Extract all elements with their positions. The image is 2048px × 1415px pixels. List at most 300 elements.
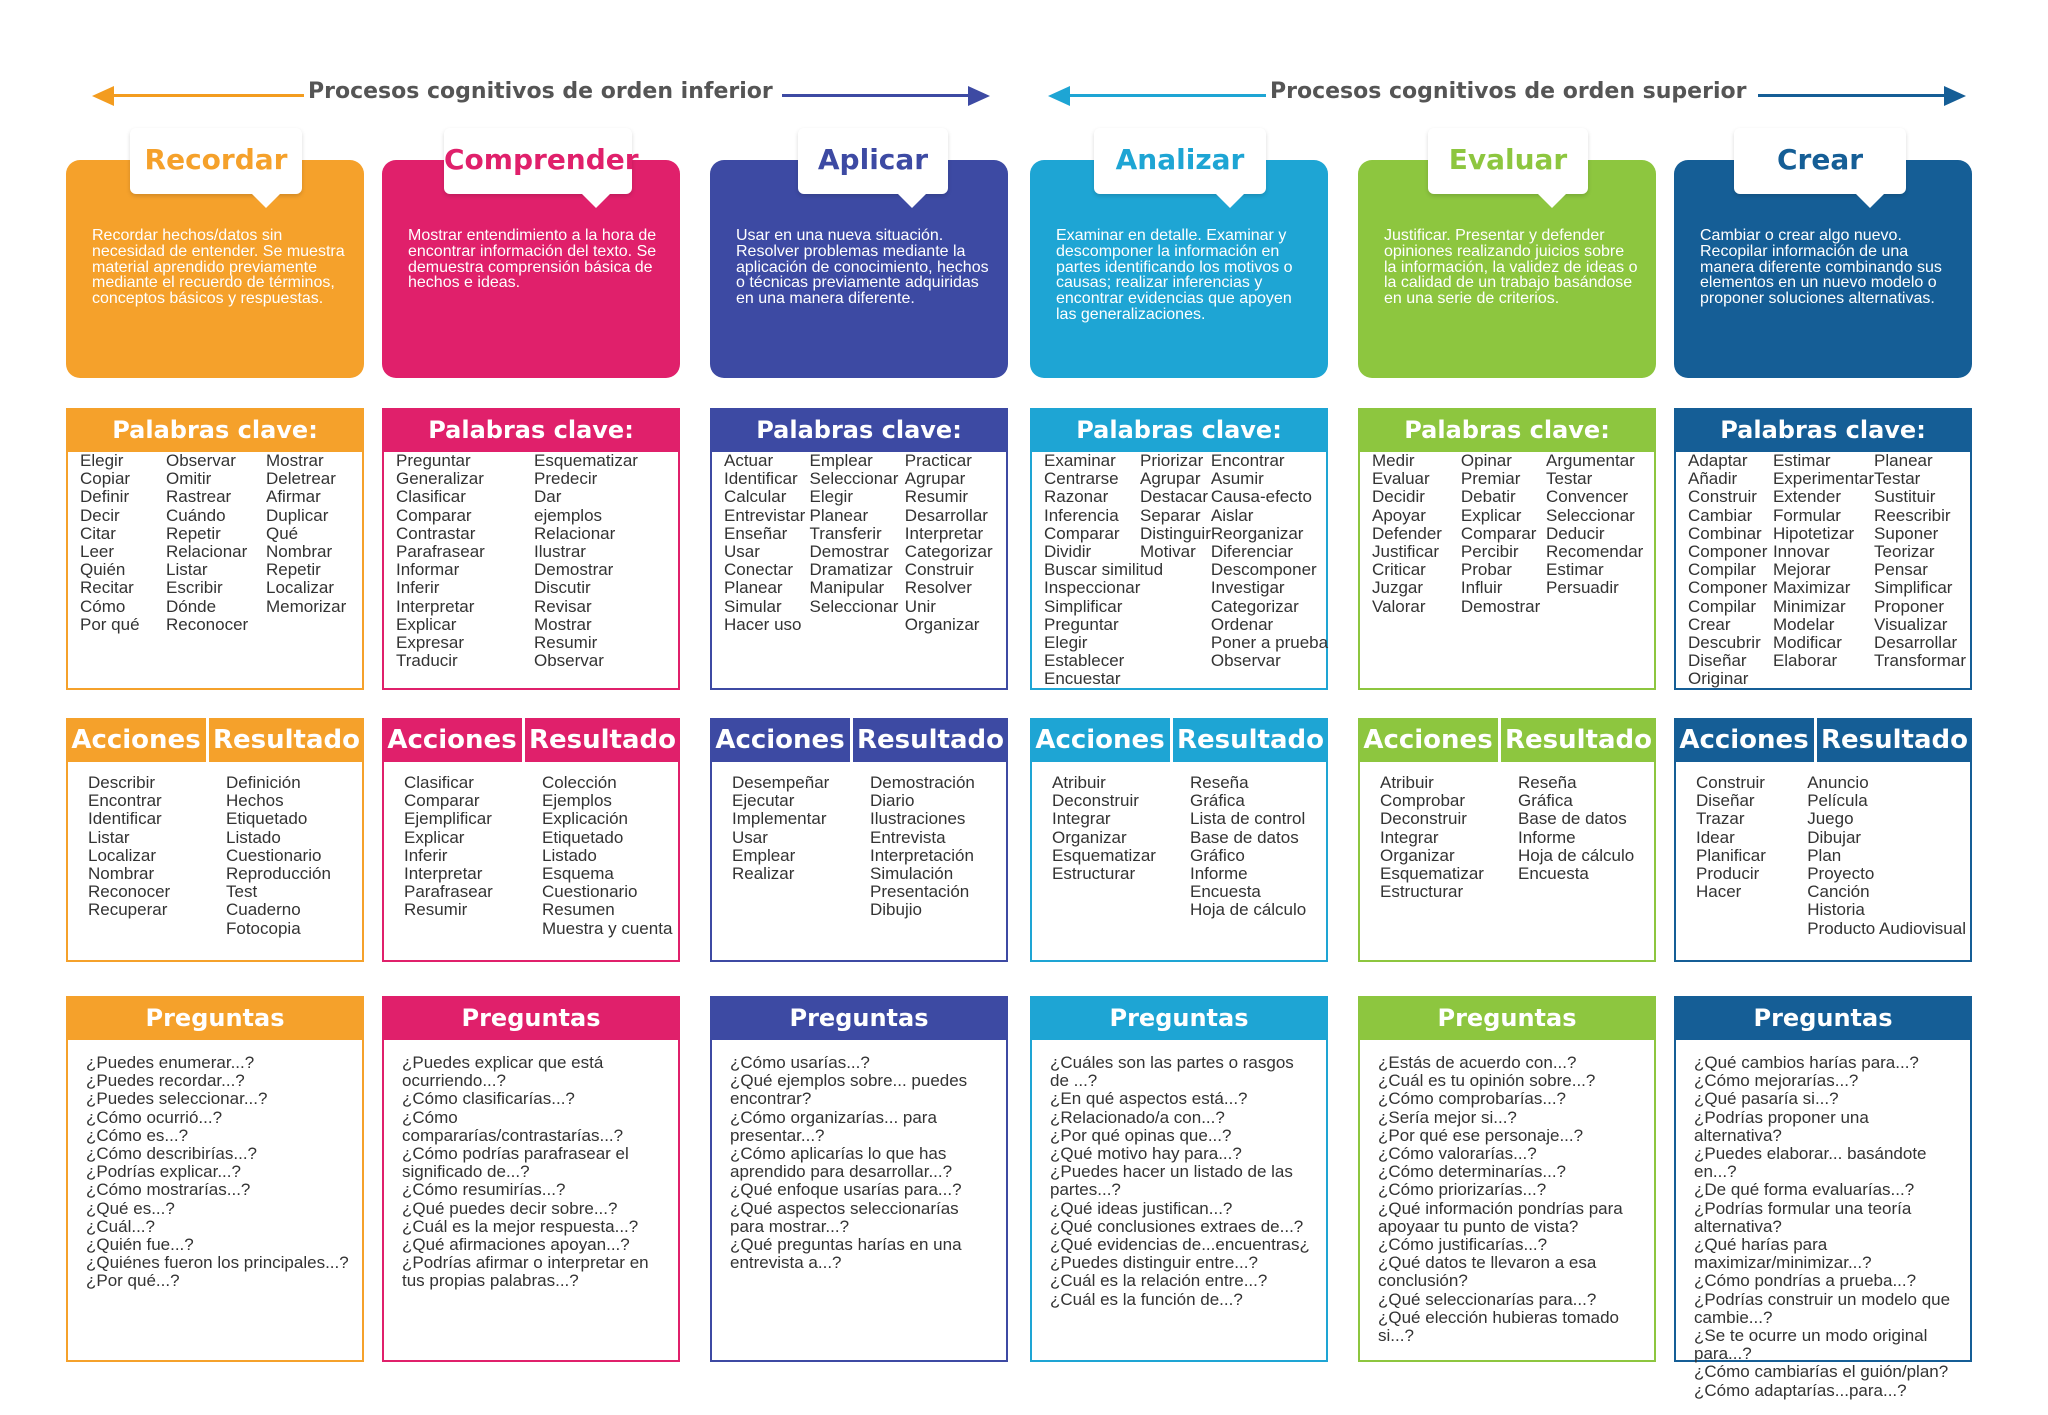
actions-results-heading <box>1358 718 1656 762</box>
questions-list <box>86 1054 352 1291</box>
question-item: ¿Relacionado/a con...? <box>1050 1107 1225 1127</box>
result-item: Esquema <box>542 864 614 884</box>
actions-heading: Acciones <box>66 718 209 762</box>
question-item: ¿Cuál es tu opinión sobre...? <box>1378 1071 1596 1091</box>
keyword: Juzgar <box>1372 578 1424 598</box>
header-lower-text: Procesos cognitivos de orden inferior <box>308 79 773 104</box>
actions-results-heading <box>1030 718 1328 762</box>
keywords-column <box>1773 452 1874 689</box>
keyword: Deletrear <box>266 469 336 489</box>
keyword: Calcular <box>724 487 787 507</box>
keyword: Cambiar <box>1688 505 1753 525</box>
actions-heading: Acciones <box>1674 718 1817 762</box>
keyword: Qué <box>266 523 299 543</box>
question-item: ¿Cómo organizarías... para presentar...? <box>730 1107 937 1145</box>
keywords-column <box>905 452 1002 634</box>
keyword: Motivar <box>1140 542 1196 562</box>
results-list <box>226 774 331 938</box>
actions-results-list <box>1380 774 1650 901</box>
result-item: Test <box>226 882 258 902</box>
question-item: ¿Cómo usarías...? <box>730 1053 870 1072</box>
result-item: Historia <box>1807 900 1865 920</box>
result-item: Entrevista <box>870 827 946 847</box>
result-item: Muestra y cuenta <box>542 918 673 938</box>
keywords-panel <box>1358 408 1656 690</box>
question-item: ¿Quién fue...? <box>86 1235 194 1255</box>
action-item: Deconstruir <box>1052 791 1139 811</box>
result-item: Cuestionario <box>226 845 322 865</box>
results-heading: Resultado <box>529 725 676 755</box>
keyword: Deducir <box>1546 523 1605 543</box>
keyword: Localizar <box>266 578 335 598</box>
action-item: Comprobar <box>1380 791 1466 811</box>
keyword: Influir <box>1460 578 1503 598</box>
keyword: Leer <box>80 542 115 562</box>
keyword: Diseñar <box>1688 651 1747 671</box>
keyword: Omitir <box>166 469 212 489</box>
actions-list <box>88 774 226 938</box>
keyword: Elegir <box>80 451 124 470</box>
keyword: Buscar similitud <box>1044 560 1164 580</box>
keyword: Categorizar <box>904 542 993 562</box>
keywords-heading: Palabras clave: <box>66 408 364 452</box>
keywords-column <box>534 452 654 670</box>
action-item: Atribuir <box>1380 773 1434 792</box>
result-item: Listado <box>226 827 281 847</box>
level-title: Comprender <box>444 128 632 194</box>
action-item: Estructurar <box>1052 864 1136 884</box>
question-item: ¿Puedes enumerar...? <box>86 1053 255 1072</box>
keyword: Combinar <box>1688 523 1762 543</box>
actions-heading: Acciones <box>1358 718 1501 762</box>
keyword: Construir <box>1688 487 1757 507</box>
action-item: Interpretar <box>404 864 483 884</box>
keyword: Organizar <box>904 614 980 634</box>
action-item: Esquematizar <box>1380 864 1484 884</box>
keyword: Suponer <box>1874 523 1939 543</box>
result-item: Dibujar <box>1807 827 1862 847</box>
question-item: ¿Por qué...? <box>86 1271 180 1291</box>
keyword: Encontrar <box>1210 451 1285 470</box>
keyword: Quién <box>80 560 126 580</box>
keyword: Recitar <box>80 578 134 598</box>
result-item: Etiquetado <box>542 827 624 847</box>
question-item: ¿Cuál...? <box>86 1216 155 1236</box>
questions-list <box>1050 1054 1316 1309</box>
keyword: Razonar <box>1044 487 1109 507</box>
header-higher-text: Procesos cognitivos de orden superior <box>1270 79 1747 104</box>
keyword: Sustituir <box>1874 487 1936 507</box>
actions-results-heading <box>1674 718 1972 762</box>
result-item: Listado <box>542 845 597 865</box>
level-description: Usar en una nueva situación. Resolver problemas mediante la aplicación de conocimiento, hechos o técnicas previamente adquiridas en una manera diferente. <box>736 227 989 308</box>
question-item: ¿Qué pasaría si...? <box>1694 1089 1839 1109</box>
questions-heading: Preguntas <box>1030 996 1328 1040</box>
results-list <box>542 774 672 938</box>
questions-list <box>402 1054 668 1291</box>
question-item: ¿Quiénes fueron los principales...? <box>86 1253 349 1273</box>
questions-panel <box>1030 996 1328 1362</box>
question-item: ¿Cuáles son las partes o rasgos de ...? <box>1050 1053 1294 1091</box>
keyword: Distinguir <box>1140 523 1211 543</box>
keywords-heading: Palabras clave: <box>1030 408 1328 452</box>
keyword: Poner a prueba <box>1210 633 1329 653</box>
action-item: Estructurar <box>1380 882 1464 902</box>
actions-results-list <box>732 774 1002 920</box>
results-heading: Resultado <box>1505 725 1652 755</box>
keywords-heading: Palabras clave: <box>1674 408 1972 452</box>
questions-panel <box>1358 996 1656 1362</box>
keyword: Añadir <box>1688 469 1738 489</box>
actions-list <box>1380 774 1518 901</box>
level-description: Examinar en detalle. Examinar y descomponer la información en partes identificando los motivos o causas; realizar inferencias y encontrar evidencias que apoyen las generalizaciones. <box>1056 227 1293 323</box>
keyword: Explicar <box>396 614 457 634</box>
keyword: Elegir <box>809 487 853 507</box>
keyword: Preguntar <box>1044 614 1119 634</box>
result-item: Encuesta <box>1518 864 1589 884</box>
keyword: Ilustrar <box>534 542 586 562</box>
keyword: Valorar <box>1372 596 1426 616</box>
keyword: Planear <box>1874 451 1933 470</box>
action-item: Ejecutar <box>732 791 795 811</box>
keyword: Proponer <box>1874 596 1944 616</box>
keyword: Causa-efecto <box>1210 487 1312 507</box>
question-item: ¿Cómo pondrías a prueba...? <box>1694 1271 1917 1291</box>
keyword: Ordenar <box>1210 614 1274 634</box>
results-heading: Resultado <box>1177 725 1324 755</box>
questions-heading: Preguntas <box>1358 996 1656 1040</box>
action-item: Identificar <box>88 809 162 829</box>
question-item: ¿Qué puedes decir sobre...? <box>402 1198 618 1218</box>
result-item: Ejemplos <box>542 791 612 811</box>
question-item: ¿Qué elección hubieras tomado si...? <box>1378 1307 1619 1346</box>
keywords-column <box>80 452 166 634</box>
keyword: Separar <box>1140 505 1201 525</box>
level-title: Analizar <box>1094 128 1266 194</box>
result-item: Base de datos <box>1518 809 1627 829</box>
keywords-list <box>80 452 358 634</box>
keyword: Asumir <box>1210 469 1264 489</box>
result-item: Informe <box>1190 864 1248 884</box>
keyword: Planear <box>724 578 783 598</box>
actions-results-list <box>1052 774 1322 920</box>
keyword: Argumentar <box>1546 451 1635 470</box>
keyword: Identificar <box>724 469 798 489</box>
question-item: ¿Cómo es...? <box>86 1125 189 1145</box>
keyword: Inferencia <box>1044 505 1119 525</box>
actions-results-list <box>404 774 674 938</box>
question-item: ¿Estás de acuerdo con...? <box>1378 1053 1577 1072</box>
keyword: Opinar <box>1460 451 1512 470</box>
result-item: Juego <box>1807 809 1854 829</box>
keyword: Cuándo <box>166 505 226 525</box>
keyword: Comparar <box>396 505 472 525</box>
questions-heading: Preguntas <box>1674 996 1972 1040</box>
action-item: Implementar <box>732 809 827 829</box>
question-item: ¿Qué conclusiones extraes de...? <box>1050 1216 1304 1236</box>
level-description: Recordar hechos/datos sin necesidad de entender. Se muestra material aprendido previamente mediante el recuerdo de términos, conceptos básicos y respuestas. <box>92 227 345 308</box>
result-item: Diario <box>870 791 915 811</box>
keywords-list <box>1372 452 1650 616</box>
action-item: Trazar <box>1696 809 1745 829</box>
result-item: Demostración <box>870 773 975 792</box>
question-item: ¿Podrías afirmar o interpretar en tus propias palabras...? <box>402 1253 649 1291</box>
questions-heading: Preguntas <box>382 996 680 1040</box>
keyword: Discutir <box>534 578 591 598</box>
question-item: ¿Qué motivo hay para...? <box>1050 1144 1242 1164</box>
keyword: Compilar <box>1688 596 1757 616</box>
keyword: Citar <box>80 523 116 543</box>
keyword: Apoyar <box>1372 505 1426 525</box>
action-item: Localizar <box>88 845 157 865</box>
question-item: ¿Cómo aplicarías lo que has aprendido para desarrollar...? <box>730 1144 953 1182</box>
question-item: ¿Cómo resumirías...? <box>402 1180 566 1200</box>
actions-list <box>732 774 870 920</box>
result-item: Colección <box>542 773 617 792</box>
action-item: Diseñar <box>1696 791 1755 811</box>
keyword: Cómo <box>80 596 126 616</box>
keywords-panel <box>66 408 364 690</box>
action-item: Deconstruir <box>1380 809 1467 829</box>
result-item: Canción <box>1807 882 1870 902</box>
result-item: Ilustraciones <box>870 809 966 829</box>
keyword: Seleccionar <box>809 469 899 489</box>
keyword: Manipular <box>809 578 885 598</box>
action-item: Producir <box>1696 864 1760 884</box>
action-item: Nombrar <box>88 864 155 884</box>
keywords-panel <box>710 408 1008 690</box>
keywords-panel <box>382 408 680 690</box>
question-item: ¿Puedes hacer un listado de las partes...? <box>1050 1162 1293 1200</box>
keyword: Recomendar <box>1546 542 1644 562</box>
result-item: Base de datos <box>1190 827 1299 847</box>
result-item: Cuaderno <box>226 900 301 920</box>
keyword: Estimar <box>1772 451 1831 470</box>
question-item: ¿Cómo ocurrió...? <box>86 1107 223 1127</box>
keyword: Pensar <box>1874 560 1928 580</box>
keyword: Rastrear <box>166 487 232 507</box>
question-item: ¿Cuál es la relación entre...? <box>1050 1271 1268 1291</box>
keyword: Defender <box>1372 523 1442 543</box>
action-item: Construir <box>1696 773 1765 792</box>
keyword: Interpretar <box>904 523 984 543</box>
keywords-heading: Palabras clave: <box>382 408 680 452</box>
question-item: ¿Cuál es la mejor respuesta...? <box>402 1216 639 1236</box>
question-item: ¿Qué cambios harías para...? <box>1694 1053 1919 1072</box>
header-higher <box>1048 76 1966 116</box>
keyword: Evaluar <box>1372 469 1430 489</box>
keyword: Decir <box>80 505 120 525</box>
keywords-list <box>1044 451 1329 689</box>
keyword: Crear <box>1688 614 1731 634</box>
keyword: Simplificar <box>1044 596 1123 616</box>
keyword: Teorizar <box>1874 542 1935 562</box>
actions-results-list <box>1696 774 1966 938</box>
keyword: Reconocer <box>166 614 249 634</box>
action-item: Comparar <box>404 791 480 811</box>
action-item: Desempeñar <box>732 773 830 792</box>
keyword: Resumir <box>904 487 969 507</box>
keyword: Experimentar <box>1772 469 1875 489</box>
keyword: Traducir <box>396 651 458 671</box>
result-item: Hoja de cálculo <box>1190 900 1307 920</box>
question-item: ¿De qué forma evaluarías...? <box>1694 1180 1915 1200</box>
question-item: ¿Qué aspectos seleccionarías para mostrar...? <box>730 1198 959 1236</box>
action-item: Idear <box>1696 827 1735 847</box>
keyword: Categorizar <box>1210 596 1299 616</box>
question-item: ¿Qué ejemplos sobre... puedes encontrar? <box>730 1071 968 1109</box>
keywords-column <box>724 452 810 634</box>
question-item: ¿Cuál es la función de...? <box>1050 1289 1243 1309</box>
keyword: Por qué <box>80 614 140 634</box>
actions-results-panel <box>710 718 1008 962</box>
keyword: Copiar <box>80 469 131 489</box>
action-item: Integrar <box>1052 809 1111 829</box>
action-item: Explicar <box>404 827 465 847</box>
level-description: Justificar. Presentar y defender opiniones realizando juicios sobre la información, la validez de ideas o la calidad de un trabajo basándose en una serie de criterios. <box>1384 227 1638 308</box>
actions-list <box>1696 774 1807 938</box>
keyword: Visualizar <box>1874 614 1948 634</box>
results-list <box>1190 774 1306 920</box>
result-item: Etiquetado <box>226 809 308 829</box>
keyword: Transformar <box>1874 651 1966 671</box>
keyword: Mostrar <box>534 614 592 634</box>
action-item: Listar <box>88 827 130 847</box>
question-item: ¿Sería mejor si...? <box>1378 1107 1517 1127</box>
keyword: Elaborar <box>1772 651 1838 671</box>
result-item: Encuesta <box>1190 882 1261 902</box>
question-item: ¿Podrías construir un modelo que cambie...? <box>1694 1289 1951 1327</box>
results-list <box>1518 774 1634 901</box>
actions-heading: Acciones <box>1030 718 1173 762</box>
action-item: Parafrasear <box>404 882 493 902</box>
actions-results-panel <box>1030 718 1328 962</box>
keyword: Testar <box>1546 469 1593 489</box>
question-item: ¿Qué datos te llevaron a esa conclusión? <box>1378 1253 1597 1291</box>
action-item: Realizar <box>732 864 795 884</box>
keyword: Centrarse <box>1044 469 1119 489</box>
question-item: ¿Cómo justificarías...? <box>1378 1235 1548 1255</box>
keywords-column <box>1546 452 1650 616</box>
keyword: Emplear <box>809 451 873 470</box>
result-item: Gráfica <box>1518 791 1573 811</box>
actions-results-heading <box>382 718 680 762</box>
keywords-heading: Palabras clave: <box>710 408 1008 452</box>
keywords-column <box>396 452 534 670</box>
keyword: Demostrar <box>534 560 614 580</box>
result-item: Informe <box>1518 827 1576 847</box>
keyword: Usar <box>724 542 760 562</box>
keyword: Transferir <box>809 523 882 543</box>
actions-results-panel <box>1674 718 1972 962</box>
actions-results-panel <box>1358 718 1656 962</box>
keyword: Demostrar <box>809 542 889 562</box>
result-item: Resumen <box>542 900 615 920</box>
keyword: Mejorar <box>1772 560 1831 580</box>
keyword: Hacer uso <box>724 614 802 634</box>
keyword: Agrupar <box>904 469 966 489</box>
questions-list <box>1378 1054 1644 1345</box>
action-item: Resumir <box>404 900 468 920</box>
keyword: Decidir <box>1372 487 1425 507</box>
result-item: Gráfica <box>1190 791 1245 811</box>
keyword: Justificar <box>1372 542 1440 562</box>
keyword: Elegir <box>1044 633 1088 653</box>
keyword: Parafrasear <box>396 542 485 562</box>
result-item: Simulación <box>870 864 954 884</box>
keyword: Enseñar <box>724 523 788 543</box>
keyword: Unir <box>904 596 936 616</box>
keyword: Persuadir <box>1546 578 1619 598</box>
questions-heading: Preguntas <box>710 996 1008 1040</box>
question-item: ¿Qué seleccionarías para...? <box>1378 1289 1597 1309</box>
keyword: Probar <box>1460 560 1512 580</box>
question-item: ¿Puedes explicar que está ocurriendo...? <box>402 1053 604 1091</box>
keyword: Observar <box>1210 651 1281 671</box>
header-lower-line-right <box>782 94 970 97</box>
keyword: Componer <box>1688 578 1768 598</box>
result-item: Plan <box>1807 845 1842 865</box>
question-item: ¿Cómo mejorarías...? <box>1694 1071 1859 1091</box>
keywords-panel <box>1674 408 1972 690</box>
keyword: Predecir <box>534 469 598 489</box>
question-item: ¿Cómo determinarías...? <box>1378 1162 1567 1182</box>
keyword: Dividir <box>1044 542 1092 562</box>
keyword: Dar <box>534 487 562 507</box>
keyword: Comparar <box>1460 523 1537 543</box>
keywords-column <box>166 452 266 634</box>
results-list <box>1807 774 1966 938</box>
result-item: Interpretación <box>870 845 974 865</box>
question-item: ¿En qué aspectos está...? <box>1050 1089 1248 1109</box>
keyword: Encuestar <box>1044 669 1121 689</box>
questions-panel <box>66 996 364 1362</box>
action-item: Planificar <box>1696 845 1766 865</box>
action-item: Clasificar <box>404 773 474 792</box>
keyword: Testar <box>1874 469 1921 489</box>
header-lower <box>92 76 992 116</box>
question-item: ¿Por qué ese personaje...? <box>1378 1125 1584 1145</box>
results-heading: Resultado <box>213 725 360 755</box>
actions-heading: Acciones <box>710 718 853 762</box>
question-item: ¿Cómo adaptarías...para...? <box>1694 1380 1907 1400</box>
result-item: Reproducción <box>226 864 331 884</box>
action-item: Esquematizar <box>1052 845 1156 865</box>
keywords-list <box>724 452 1002 634</box>
question-item: ¿Cómo clasificarías...? <box>402 1089 575 1109</box>
keyword: Reorganizar <box>1210 523 1304 543</box>
question-item: ¿Cómo mostrarías...? <box>86 1180 251 1200</box>
keywords-column <box>810 452 905 634</box>
keyword: Revisar <box>534 596 592 616</box>
results-heading: Resultado <box>857 725 1004 755</box>
keyword: Minimizar <box>1772 596 1846 616</box>
keyword: Hipotetizar <box>1772 523 1855 543</box>
action-item: Hacer <box>1696 882 1742 902</box>
keywords-heading: Palabras clave: <box>1358 408 1656 452</box>
keywords-list <box>396 452 674 670</box>
question-item: ¿Cómo podrías parafrasear el significado de...? <box>402 1144 629 1182</box>
keyword: Actuar <box>724 451 774 470</box>
keyword: Practicar <box>904 451 972 470</box>
keyword: Memorizar <box>266 596 347 616</box>
questions-list <box>1694 1054 1960 1400</box>
question-item: ¿Qué preguntas harías en una entrevista a...? <box>730 1235 962 1273</box>
level-title: Crear <box>1734 128 1906 194</box>
keyword: Simplificar <box>1874 578 1953 598</box>
results-heading: Resultado <box>1821 725 1968 755</box>
keyword: Debatir <box>1460 487 1516 507</box>
